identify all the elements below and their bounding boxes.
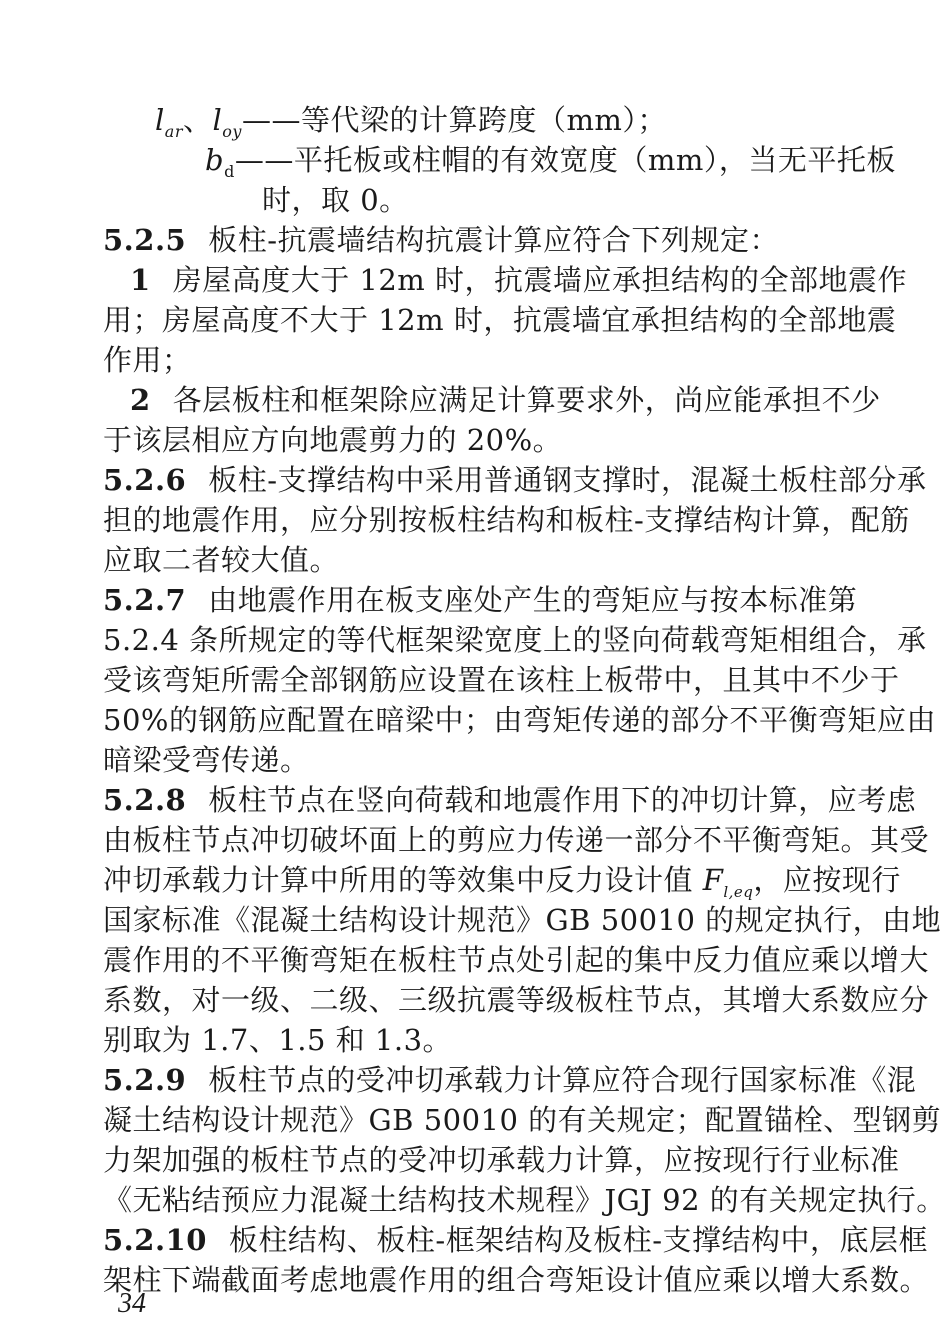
symbol-l2: l (212, 103, 223, 137)
clause-5-2-7-line-2: 5.2.4 条所规定的等代框架梁宽度上的竖向荷载弯矩相组合，承 (103, 623, 927, 657)
clause-5-2-8-line-2: 由板柱节点冲切破坏面上的剪应力传递一部分不平衡弯矩。其受 (103, 823, 930, 857)
item-1 (130, 260, 908, 300)
item-number: 1 (130, 263, 151, 297)
definition-l-text: ——等代梁的计算跨度（mm）； (241, 103, 667, 137)
item-2 (130, 380, 881, 420)
page-number: 34 (118, 1288, 146, 1319)
clause-text: 由地震作用在板支座处产生的弯矩应与按本标准第 (208, 583, 858, 617)
clause-5-2-7-line-4: 50%的钢筋应配置在暗梁中；由弯矩传递的部分不平衡弯矩应由 (103, 703, 936, 737)
clause-5-2-5 (103, 220, 779, 260)
subscript-oy: oy (222, 121, 242, 141)
item-text: 各层板柱和框架除应满足计算要求外，尚应能承担不少 (172, 383, 881, 417)
clause-5-2-8 (103, 780, 917, 820)
symbol-l: l (155, 103, 165, 137)
clause-number: 5.2.9 (103, 1063, 187, 1097)
item-number: 2 (130, 383, 151, 417)
clause-5-2-9-line-4: 《无粘结预应力混凝土结构技术规程》JGJ 92 的有关规定执行。 (103, 1183, 946, 1217)
clause-text: 板柱-支撑结构中采用普通钢支撑时，混凝土板柱部分承 (208, 463, 927, 497)
clause-5-2-6-line-2: 担的地震作用，应分别按板柱结构和板柱-支撑结构计算，配筋 (103, 503, 910, 537)
clause-5-2-7-line-3: 受该弯矩所需全部钢筋应设置在该柱上板带中，且其中不少于 (103, 663, 900, 697)
clause-5-2-8-line-5: 震作用的不平衡弯矩在板柱节点处引起的集中反力值应乘以增大 (103, 943, 930, 977)
clause-text: 板柱节点在竖向荷载和地震作用下的冲切计算，应考虑 (208, 783, 917, 817)
clause-5-2-8-line-6: 系数，对一级、二级、三级抗震等级板柱节点，其增大系数应分 (103, 983, 930, 1017)
clause-text-b: ，应按现行 (753, 863, 901, 897)
clause-5-2-9 (103, 1060, 917, 1100)
clause-5-2-6 (103, 460, 927, 500)
clause-5-2-10-line-2: 架柱下端截面考虑地震作用的组合弯矩设计值应乘以增大系数。 (103, 1263, 930, 1297)
item-2-line-2: 于该层相应方向地震剪力的 20%。 (103, 423, 563, 457)
clause-text: 板柱节点的受冲切承载力计算应符合现行国家标准《混 (208, 1063, 917, 1097)
clause-number: 5.2.10 (103, 1223, 207, 1257)
clause-5-2-6-line-3: 应取二者较大值。 (103, 543, 340, 577)
clause-text: 板柱结构、板柱-框架结构及板柱-支撑结构中，底层框 (228, 1223, 929, 1257)
separator: 、 (182, 103, 213, 137)
clause-number: 5.2.5 (103, 223, 187, 257)
clause-text: 板柱-抗震墙结构抗震计算应符合下列规定： (208, 223, 780, 257)
clause-5-2-8-line-7: 别取为 1.7、1.5 和 1.3。 (103, 1023, 453, 1057)
clause-5-2-9-line-2: 凝土结构设计规范》GB 50010 的有关规定；配置锚栓、型钢剪 (103, 1103, 942, 1137)
definition-b-text: ——平托板或柱帽的有效宽度（mm），当无平托板 (234, 143, 896, 177)
item-1-line-3: 作用； (103, 343, 192, 377)
symbol-F: F (702, 863, 724, 897)
item-1-line-2: 用；房屋高度不大于 12m 时，抗震墙宜承担结构的全部地震 (103, 303, 897, 337)
clause-5-2-9-line-3: 力架加强的板柱节点的受冲切承载力计算，应按现行行业标准 (103, 1143, 900, 1177)
subscript-leq: l,eq (723, 882, 754, 901)
clause-5-2-7-line-5: 暗梁受弯传递。 (103, 743, 310, 777)
item-text: 房屋高度大于 12m 时，抗震墙应承担结构的全部地震作 (172, 263, 908, 297)
clause-text-a: 冲切承载力计算中所用的等效集中反力设计值 (103, 863, 694, 897)
clause-5-2-7 (103, 580, 858, 620)
clause-number: 5.2.7 (103, 583, 187, 617)
clause-5-2-8-line-4: 国家标准《混凝土结构设计规范》GB 50010 的规定执行，由地 (103, 903, 942, 937)
symbol-b: b (205, 143, 225, 177)
subscript-d: d (224, 161, 235, 181)
clause-number: 5.2.8 (103, 783, 187, 817)
definition-b-cont: 时，取 0。 (262, 183, 409, 217)
subscript-ar: ar (164, 121, 183, 141)
clause-5-2-10 (103, 1220, 929, 1260)
clause-number: 5.2.6 (103, 463, 187, 497)
